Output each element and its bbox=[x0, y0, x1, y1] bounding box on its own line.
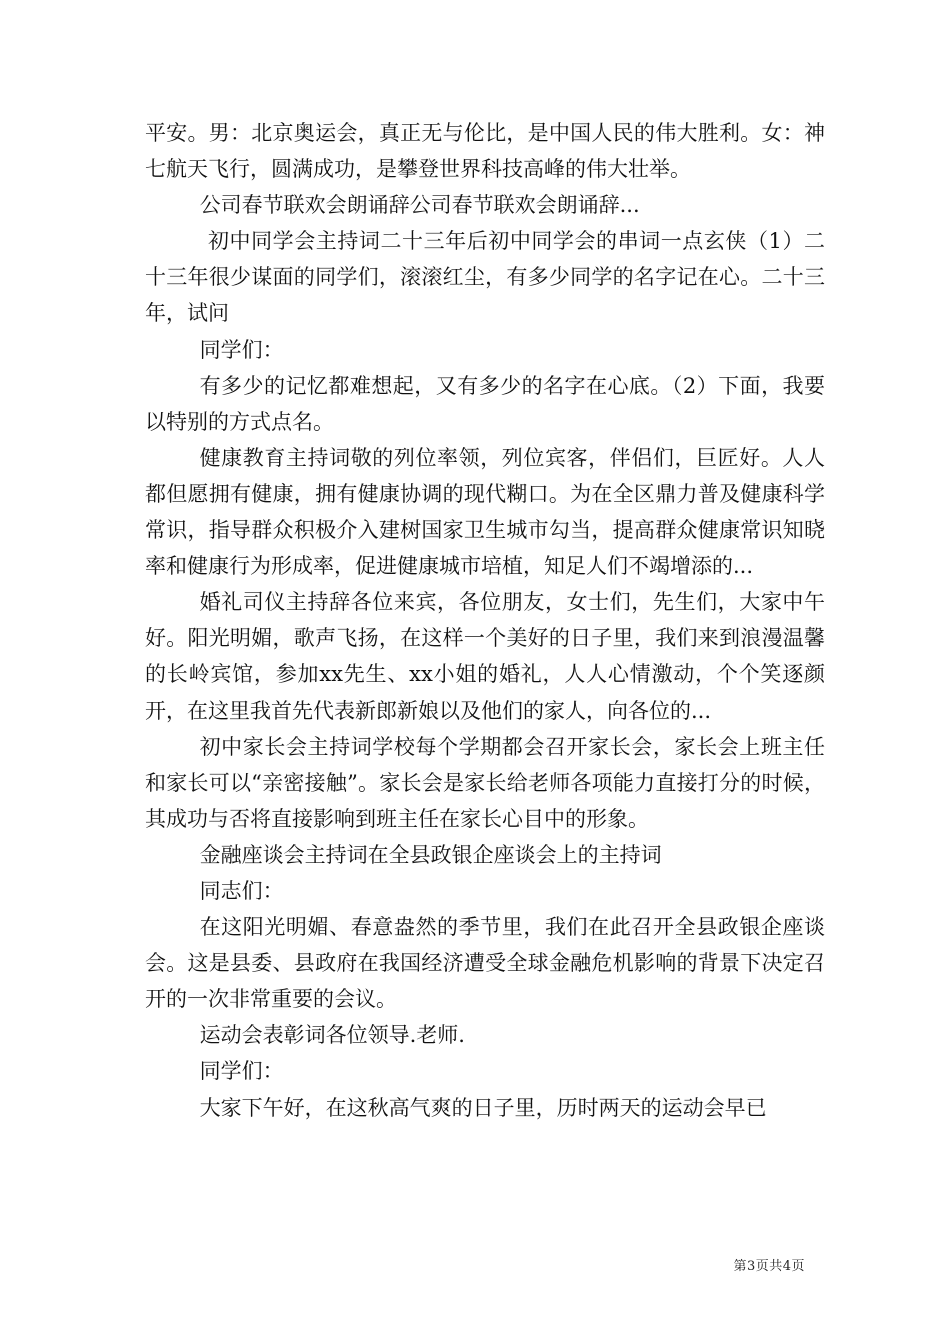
paragraph-finance-forum: 金融座谈会主持词在全县政银企座谈会上的主持词 bbox=[199, 842, 662, 867]
paragraph-classmates-greeting: 同学们： bbox=[199, 337, 284, 362]
paragraph-comrades-greeting: 同志们： bbox=[199, 878, 284, 903]
paragraph-students-greeting: 同学们： bbox=[199, 1059, 284, 1084]
page-number-footer: 第3页共4页 bbox=[733, 1259, 805, 1274]
paragraph-health-education: 健康教育主持词敬的列位率领，列位宾客，伴侣们，巨匠好。人人都但愿拥有健康，拥有健康协调的现代糊口。为在全区鼎力普及健康科学常识，指导群众积极介入建树国家卫生城市勾当，提高群众健康常识知晓率和健康行为形成率，促进健康城市培植，知足人们不竭增添的... bbox=[145, 445, 825, 579]
paragraph-classmate-reunion: 初中同学会主持词二十三年后初中同学会的串词一点玄侠（1）二十三年很少谋面的同学们，滚滚红尘，有多少同学的名字记在心。二十三年，试问 bbox=[145, 229, 825, 326]
paragraph-afternoon-greeting: 大家下午好，在这秋高气爽的日子里，历时两天的运动会早已 bbox=[199, 1095, 767, 1120]
paragraph-continuation: 平安。男：北京奥运会，真正无与伦比，是中国人民的伟大胜利。女：神七航天飞行，圆满成功，是攀登世界科技高峰的伟大壮举。 bbox=[145, 121, 825, 182]
paragraph-memories: 有多少的记忆都难想起，又有多少的名字在心底。（2）下面，我要以特别的方式点名。 bbox=[145, 373, 825, 434]
paragraph-parent-meeting: 初中家长会主持词学校每个学期都会召开家长会，家长会上班主任和家长可以“亲密接触”。家长会是家长给老师各项能力直接打分的时候，其成功与否将直接影响到班主任在家长心目中的形象。 bbox=[145, 734, 825, 831]
document-body bbox=[145, 115, 825, 1126]
paragraph-sports-meet: 运动会表彰词各位领导.老师. bbox=[199, 1023, 465, 1048]
paragraph-wedding-host: 婚礼司仪主持辞各位来宾，各位朋友，女士们，先生们，大家中午好。阳光明媚，歌声飞扬，在这样一个美好的日子里，我们来到浪漫温馨的长岭宾馆，参加xx先生、xx小姐的婚礼，人人心情激动，个个笑逐颜开，在这里我首先代表新郎新娘以及他们的家人，向各位的... bbox=[145, 590, 825, 723]
paragraph-spring-gala: 公司春节联欢会朗诵辞公司春节联欢会朗诵辞... bbox=[199, 193, 640, 218]
paragraph-forum-opening: 在这阳光明媚、春意盎然的季节里，我们在此召开全县政银企座谈会。这是县委、县政府在我国经济遭受全球金融危机影响的背景下决定召开的一次非常重要的会议。 bbox=[145, 915, 825, 1012]
